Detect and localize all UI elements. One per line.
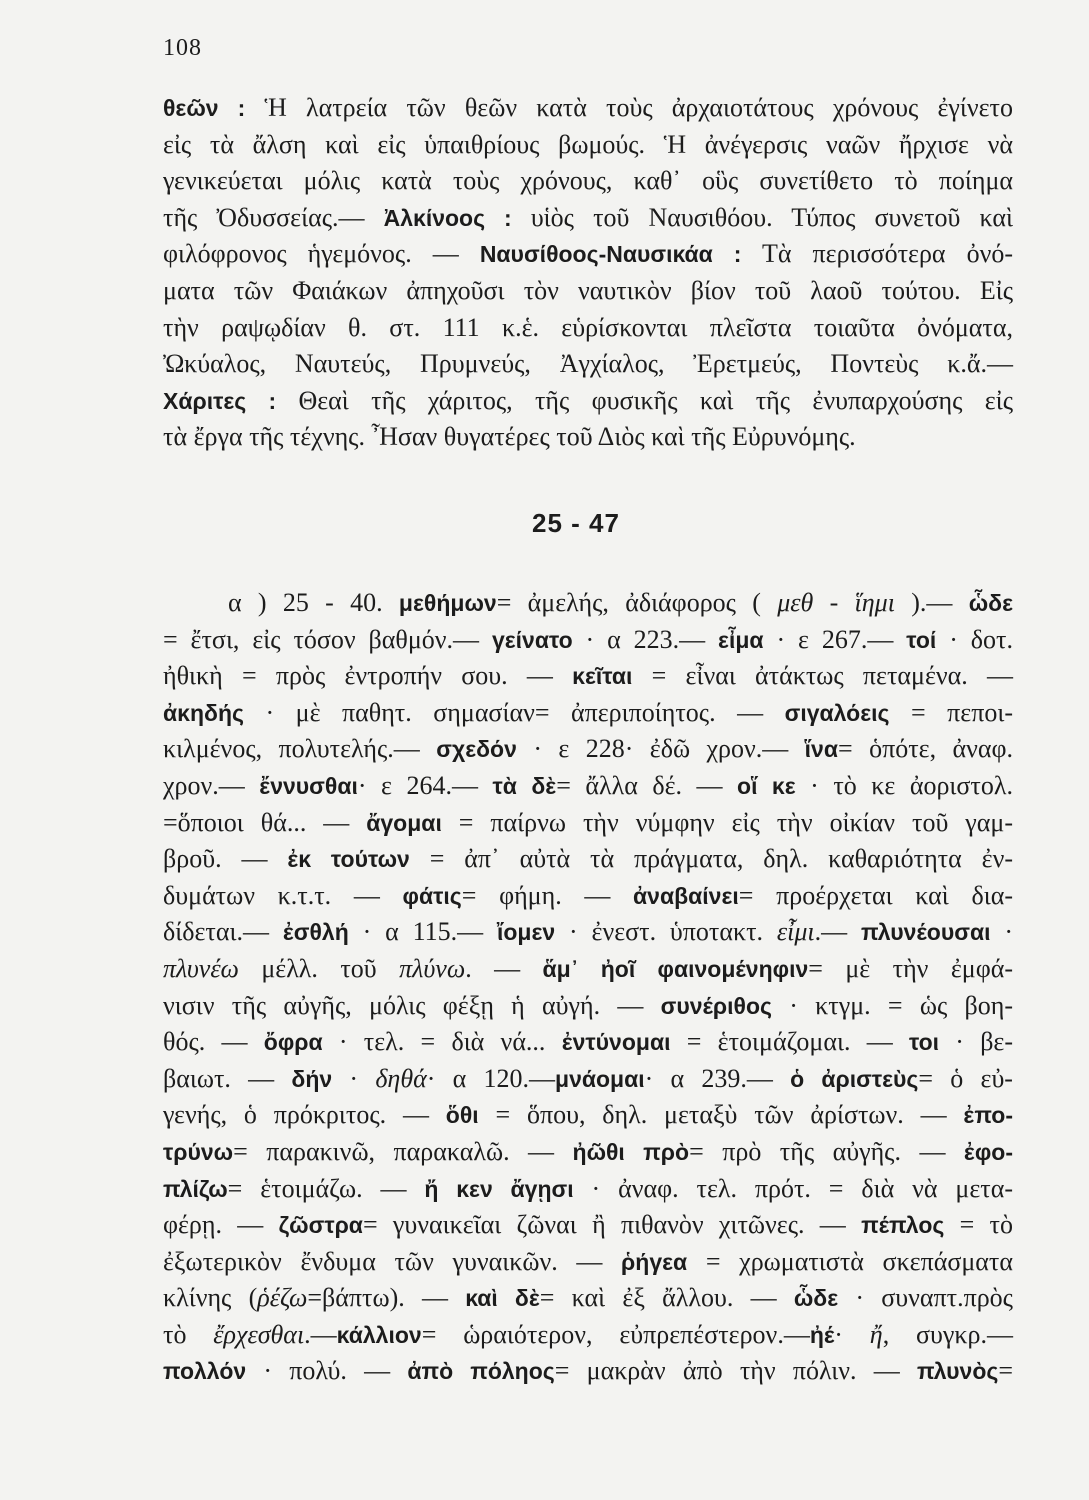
bold-term: ἐπο- [963, 1102, 1013, 1129]
line-text [163, 1244, 1013, 1281]
bold-term: ἴομεν [496, 919, 556, 946]
text-run: = φήμη. — [461, 880, 634, 910]
line-text [163, 1134, 1013, 1171]
text-run: =ὅποιοι θά... — [163, 807, 367, 837]
text-run: · συναπτ.πρὸς [838, 1283, 1013, 1313]
text-run: · α 239.— [644, 1063, 791, 1093]
italic-text: εἶμι [776, 917, 815, 947]
text-line [163, 622, 1013, 659]
text-line [163, 163, 1013, 200]
line-text [163, 383, 1013, 420]
line-text [163, 1097, 1013, 1134]
line-text [163, 200, 1013, 237]
text-line [163, 1207, 1013, 1244]
text-line [163, 951, 1013, 988]
bold-term: ῥήγεα [621, 1248, 688, 1275]
text-run: = προέρχεται καὶ δια- [738, 880, 1013, 910]
commentary-paragraph [163, 90, 1013, 456]
bold-term: φάτις [402, 882, 462, 909]
italic-text: ἔρχεσθαι [213, 1319, 305, 1349]
bold-term: τοί [906, 626, 937, 653]
text-run: τῆς Ὀδυσσείας.— [163, 202, 384, 232]
text-run: = πεποι- [889, 697, 1013, 727]
bold-term: ὅθι [445, 1102, 479, 1129]
text-run: τὴν ραψῳδίαν θ. στ. 111 κ.ἑ. εὑρίσκονται πλεῖστα τοιαῦτα ὀνόματα, [163, 312, 1013, 342]
bold-term: μνάομαι [555, 1065, 645, 1092]
text-run: βαιωτ. — [163, 1063, 292, 1093]
text-run: · ε 264.— [357, 770, 493, 800]
text-run: α ) 25 - 40. [228, 588, 399, 617]
text-line [163, 310, 1013, 347]
text-line [163, 1317, 1013, 1354]
line-text [163, 1171, 1013, 1208]
line-text [163, 951, 1013, 988]
bold-term: ἄγομαι [366, 809, 442, 836]
text-run: ἐξωτερικὸν ἔνδυμα τῶν γυναικῶν. — [163, 1246, 622, 1276]
text-run: · κτγμ. = ὡς βοη- [772, 990, 1013, 1020]
text-run: = χρωματιστὰ σκεπάσματα [687, 1246, 1013, 1276]
bold-term: ἐντύνομαι [561, 1029, 671, 1056]
bold-term: ἠέ [809, 1321, 835, 1348]
bold-term: σχεδόν [436, 736, 517, 763]
section-heading: 25 - 47 [532, 508, 620, 538]
line-text [163, 127, 1013, 164]
text-run: . — [465, 953, 543, 983]
page-number: 108 [163, 35, 202, 61]
line-text [163, 878, 1013, 915]
text-run: δυμάτων κ.τ.τ. — [163, 880, 403, 910]
bold-term: ἤ κεν ἄγῃσι [424, 1175, 574, 1202]
text-run: Θεαὶ τῆς χάριτος, τῆς φυσικῆς καὶ τῆς ἐνυπαρχούσης εἰς [276, 385, 1013, 415]
bold-term: πέπλος [861, 1212, 945, 1239]
text-run: μέλλ. τοῦ [238, 953, 400, 983]
text-line [163, 1244, 1013, 1281]
bold-term: τοι [908, 1029, 940, 1056]
text-run: εἰς τὰ ἄλση καὶ εἰς ὑπαιθρίους βωμούς. Ἡ ἀνέγερσις ναῶν ἤρχισε νὰ [163, 129, 1013, 159]
text-line [163, 1280, 1013, 1317]
line-text [163, 622, 1013, 659]
text-run: κλίνης ( [163, 1283, 258, 1313]
text-run: φιλόφρονος ἡγεμόνος. — [163, 239, 480, 269]
commentary-notes [163, 585, 1013, 1390]
text-run: · τελ. = διὰ νά... [322, 1027, 562, 1057]
bold-term: ἀναβαίνει [633, 882, 739, 909]
text-run: = εἶναι ἀτάκτως πεταμένα. — [632, 661, 1013, 691]
bold-term: οἵ κε [737, 772, 796, 799]
line-text [163, 1061, 1013, 1098]
text-line [163, 695, 1013, 732]
text-run: = ἀπ᾽ αὐτὰ τὰ πράγματα, δηλ. καθαριότητα ἐν- [409, 844, 1013, 874]
line-text [163, 419, 856, 456]
text-line [163, 1353, 1013, 1390]
text-run: = ὅπου, δηλ. μεταξὺ τῶν ἀρίστων. — [478, 1100, 964, 1130]
bold-term: καὶ δὲ [465, 1285, 540, 1312]
text-run: · ἐνεστ. ὑποτακτ. [555, 917, 777, 947]
text-run: =βάπτω). — [307, 1283, 466, 1313]
bold-term: συνέριθος [660, 992, 772, 1019]
text-line [163, 346, 1013, 383]
text-run: = ὁ εὐ- [918, 1063, 1013, 1093]
text-run: ).— [894, 588, 969, 617]
bold-term: ζῶστρα [278, 1212, 363, 1239]
line-text [163, 768, 1013, 805]
bold-term: Ναυσίθοος-Ναυσικάα : [479, 241, 742, 268]
bold-term: ὧδε [793, 1285, 839, 1312]
text-line [163, 805, 1013, 842]
line-text [163, 163, 1013, 200]
text-run: · α 223.— [572, 624, 719, 654]
bold-term: ἔννυσθαι [259, 772, 358, 799]
bold-term: ἅμ᾽ ἠοῖ φαινομένηφιν [542, 955, 809, 982]
line-text [163, 1353, 1013, 1390]
bold-term: ἀκηδής [163, 699, 244, 726]
text-run: = καὶ ἐξ ἄλλου. — [539, 1283, 794, 1313]
text-run: βροῦ. — [163, 844, 288, 874]
line-text [163, 1280, 1013, 1317]
text-line [163, 1134, 1013, 1171]
text-line [163, 200, 1013, 237]
text-line [163, 841, 1013, 878]
text-run: δίδεται.— [163, 917, 283, 947]
text-run: = τὸ [944, 1210, 1013, 1240]
text-run: · πολύ. — [246, 1356, 408, 1386]
line-text [163, 695, 1013, 732]
text-line [163, 273, 1013, 310]
line-text [163, 1024, 1013, 1061]
text-run: = μὲ τὴν ἐμφά- [808, 953, 1013, 983]
text-run: Ἡ λατρεία τῶν θεῶν κατὰ τοὺς ἀρχαιοτάτους χρόνους ἐγίνετο [245, 93, 1013, 122]
line-text [163, 914, 1013, 951]
text-run: · δοτ. [936, 624, 1013, 654]
text-run: · [332, 1063, 376, 1093]
text-run: · [990, 917, 1013, 947]
text-run: = μακρὰν ἀπὸ τὴν πόλιν. — [554, 1356, 917, 1386]
line-text [163, 731, 1013, 768]
bold-term: πλίζω [163, 1175, 228, 1202]
bold-term: Χάριτες : [163, 387, 277, 414]
text-run: = πρὸ τῆς αὐγῆς. — [689, 1136, 964, 1166]
text-run: Τὰ περισσότερα ὀνό- [741, 239, 1013, 269]
line-text [163, 841, 1013, 878]
text-run: .— [304, 1319, 337, 1349]
text-run: θός. — [163, 1027, 264, 1057]
text-line [163, 1061, 1013, 1098]
text-run: = ἑτοιμάζομαι. — [670, 1027, 909, 1057]
text-run: · τὸ κε ἀοριστολ. [795, 770, 1013, 800]
bold-term: Ἀλκίνοος : [383, 204, 512, 231]
text-run: .— [814, 917, 862, 947]
bold-term: ἵνα [804, 736, 838, 763]
text-line [163, 914, 1013, 951]
text-line [163, 127, 1013, 164]
text-run: · ε 267.— [763, 624, 907, 654]
text-run: · μὲ παθητ. σημασίαν= ἀπεριποίητος. — [243, 697, 785, 727]
text-line [163, 1097, 1013, 1134]
text-line [163, 1024, 1013, 1061]
text-run: ματα τῶν Φαιάκων ἀπηχοῦσι τὸν ναυτικὸν βίον τοῦ λαοῦ τούτου. Εἰς [163, 275, 1013, 305]
line-text [163, 346, 1013, 383]
text-run: = ἔτσι, εἰς τόσον βαθμόν.— [163, 624, 492, 654]
text-line [163, 878, 1013, 915]
line-text [163, 805, 1013, 842]
text-run: χρον.— [163, 770, 260, 800]
line-text [163, 1207, 1013, 1244]
line-text [228, 585, 1013, 622]
bold-term: ὧδε [968, 590, 1013, 616]
italic-text: μεθ - ἵημι [777, 588, 895, 617]
bold-term: πλυνέουσαι [861, 919, 991, 946]
bold-term: μεθήμων [398, 590, 497, 616]
text-run: = παρακινῶ, παρακαλῶ. — [233, 1136, 573, 1166]
text-run: = ὁπότε, ἀναφ. [838, 734, 1013, 764]
text-run: υἱὸς τοῦ Ναυσιθόου. Τύπος συνετοῦ καὶ [511, 202, 1013, 232]
bold-term: ἀπὸ πόληος [407, 1358, 555, 1385]
text-run: , συγκρ.— [882, 1319, 1013, 1349]
bold-term: ἐκ τούτων [287, 846, 410, 873]
line-text [163, 236, 1013, 273]
line-text [163, 988, 1013, 1025]
text-line [163, 768, 1013, 805]
text-run: = παίρνω τὴν νύμφην εἰς τὴν οἰκίαν τοῦ γαμ- [441, 807, 1013, 837]
text-line [163, 1171, 1013, 1208]
bold-term: σιγαλόεις [784, 699, 890, 726]
bold-term: εἶμα [718, 626, 764, 653]
text-line [163, 236, 1013, 273]
bold-term: τὰ δὲ [492, 772, 557, 799]
bold-term: κάλλιον [336, 1321, 422, 1348]
bold-term: τρύνω [163, 1138, 234, 1165]
bold-term: ἐφο- [963, 1138, 1013, 1165]
bold-term: ὁ ἀριστεὺς [790, 1065, 919, 1092]
text-line [163, 383, 1013, 420]
line-text [163, 90, 1013, 127]
text-run: τὸ [163, 1319, 214, 1349]
line-text [163, 658, 1013, 695]
italic-text: πλυνέω [163, 953, 239, 983]
bold-term: δήν [291, 1065, 333, 1092]
text-line [163, 90, 1013, 127]
italic-text: ῥέζω [257, 1283, 308, 1313]
text-line [163, 658, 1013, 695]
text-run: ἠθικὴ = πρὸς ἐντροπήν σου. — [163, 661, 573, 691]
bold-term: ὄφρα [263, 1029, 323, 1056]
text-line [163, 988, 1013, 1025]
text-run: = γυναικεῖαι ζῶναι ἢ πιθανὸν χιτῶνες. — [362, 1210, 862, 1240]
bold-term: ἠῶθι πρὸ [572, 1138, 690, 1165]
bold-term: θεῶν : [163, 95, 246, 121]
text-line [163, 419, 1013, 456]
italic-text: δηθά [375, 1063, 427, 1093]
bold-term: πλυνὸς [916, 1358, 999, 1385]
text-run: · [834, 1319, 870, 1349]
text-run: · α 115.— [348, 917, 497, 947]
line-text [163, 1317, 1013, 1354]
italic-text: ἤ [869, 1319, 883, 1349]
text-line [228, 585, 1013, 622]
text-run: = ἑτοιμάζω. — [227, 1173, 425, 1203]
text-run: = [998, 1356, 1013, 1386]
text-line [163, 731, 1013, 768]
text-run: = ἄλλα δέ. — [556, 770, 738, 800]
text-run: · βε- [939, 1027, 1013, 1057]
text-run: κιλμένος, πολυτελής.— [163, 734, 437, 764]
text-run: · ε 228· ἐδῶ χρον.— [516, 734, 805, 764]
text-run: φέρῃ. — [163, 1210, 279, 1240]
text-run: νισιν τῆς αὐγῆς, μόλις φέξῃ ἡ αὐγή. — [163, 990, 661, 1020]
bold-term: ἐσθλή [282, 919, 349, 946]
text-run: = ὡραιότερον, εὐπρεπέστερον.— [421, 1319, 810, 1349]
line-text [163, 310, 1013, 347]
line-text [163, 273, 1013, 310]
bold-term: γείνατο [491, 626, 573, 653]
bold-term: κεῖται [572, 663, 633, 690]
bold-term: πολλόν [163, 1358, 247, 1385]
text-run: γενικεύεται μόλις κατὰ τοὺς χρόνους, καθ᾽ οὓς συνετίθετο τὸ ποίημα [163, 166, 1013, 196]
text-run: Ὠκύαλος, Ναυτεύς, Πρυμνεύς, Ἀγχίαλος, Ἐρετμεύς, Ποντεὺς κ.ἄ.— [163, 349, 1013, 379]
text-run: γενής, ὁ πρόκριτος. — [163, 1100, 446, 1130]
text-run: τὰ ἔργα τῆς τέχνης. Ἦσαν θυγατέρες τοῦ Διὸς καὶ τῆς Εὐρυνόμης. [163, 422, 856, 452]
text-run: = ἀμελής, ἀδιάφορος ( [496, 588, 778, 617]
text-run: · ἀναφ. τελ. πρότ. = διὰ νὰ μετα- [573, 1173, 1013, 1203]
italic-text: πλύνω [399, 953, 466, 983]
text-run: · α 120.— [426, 1063, 555, 1093]
